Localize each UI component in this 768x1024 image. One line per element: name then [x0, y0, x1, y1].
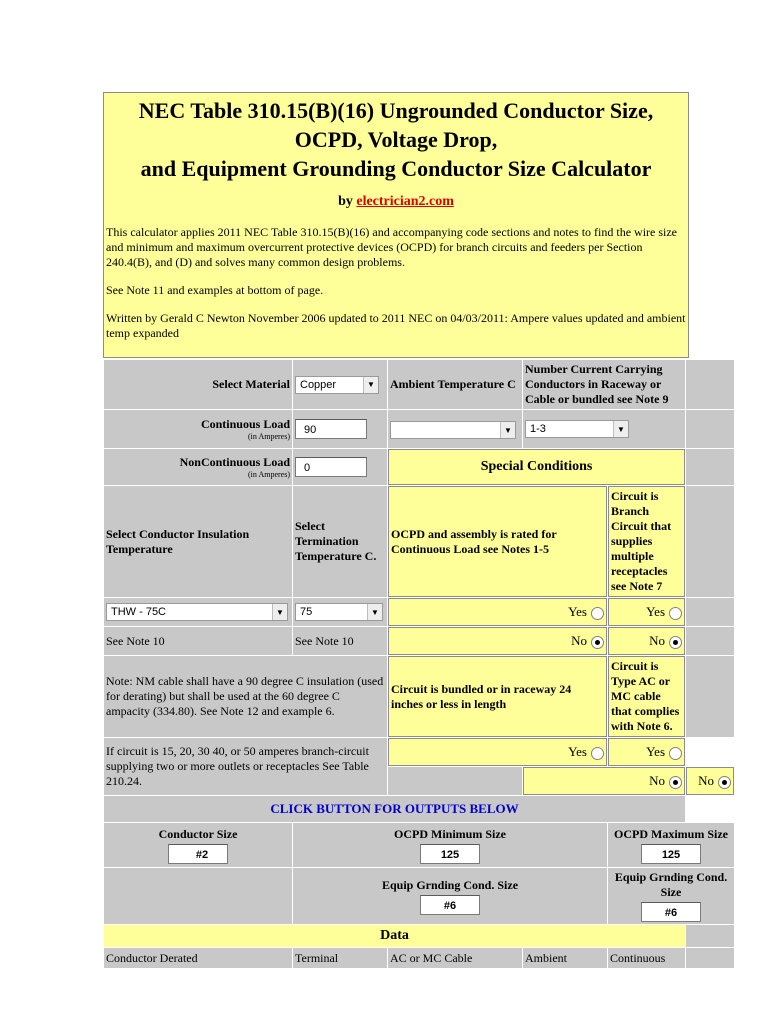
cont-load-label: Continuous Load [200, 417, 290, 431]
insulation-select-cell [104, 598, 292, 626]
conductor-size-cell [104, 823, 292, 867]
amperes-hint: (in Amperes) [248, 470, 290, 479]
bundled-yes-cell [388, 738, 607, 766]
filler-cell [686, 656, 734, 737]
filler-cell [686, 948, 734, 968]
ac-mc-no-label: No [698, 773, 715, 788]
conductors-select[interactable] [525, 420, 629, 438]
insulation-label: Select Conductor Insulation Temperature [104, 486, 292, 597]
ac-mc-label: Circuit is Type AC or MC cable that complies with Note 6. [608, 656, 685, 737]
empty-egc-cell [104, 868, 292, 924]
material-select[interactable] [295, 376, 379, 394]
ambient-select-cell [388, 410, 522, 448]
termination-select-cell [293, 598, 387, 626]
ocpd-rated-no-radio[interactable] [591, 636, 604, 649]
filler-cell [686, 486, 734, 597]
bundled-label: Circuit is bundled or in raceway 24 inches or less in length [388, 656, 607, 737]
material-select-cell [293, 360, 387, 409]
see-note-paragraph: See Note 11 and examples at bottom of page. [106, 283, 324, 297]
ocpd-min-output[interactable]: 125 [420, 844, 480, 864]
calculator-header-panel [103, 92, 689, 358]
filler-cell [686, 925, 734, 947]
egc-cell-1 [293, 868, 607, 924]
filler-cell [686, 627, 734, 655]
ocpd-rated-label: OCPD and assembly is rated for Continuous Load see Notes 1-5 [388, 486, 607, 597]
termination-label: Select Termination Temperature C. [293, 486, 387, 597]
title-line-2: OCPD, Voltage Drop, [294, 127, 498, 152]
branch-multi-no-radio[interactable] [669, 636, 682, 649]
by-text: by [338, 194, 353, 209]
egc-output-1[interactable]: #6 [420, 895, 480, 915]
noncont-load-input-cell [293, 449, 387, 485]
nm-note: Note: NM cable shall have a 90 degree C insulation (used for derating) but shall be used at the 60 degree C ampacity (334.80). See Note 12 and example 6. [104, 656, 387, 737]
data-col-ambient: Ambient [523, 948, 607, 968]
click-outputs-cell [104, 796, 685, 822]
ac-mc-yes-radio[interactable] [669, 747, 682, 760]
conductor-size-label: Conductor Size [158, 826, 238, 841]
noncont-load-label: NonContinuous Load [179, 455, 290, 469]
conductors-select-value: 1-3 [530, 423, 546, 435]
material-label-cell [104, 360, 292, 409]
branch-multi-no-cell [608, 627, 685, 655]
see-note-10-b: See Note 10 [293, 627, 387, 655]
cont-load-input-cell [293, 410, 387, 448]
cont-load-input[interactable]: 90 [295, 419, 367, 439]
bundled-no-label: No [649, 773, 666, 788]
filler-cell [686, 410, 734, 448]
branch-multi-yes-radio[interactable] [669, 607, 682, 620]
branch-multi-label: Circuit is Branch Circuit that supplies multiple receptacles see Note 7 [608, 486, 685, 597]
egc-label-1: Equip Grnding Cond. Size [381, 877, 519, 892]
material-select-value: Copper [300, 378, 337, 391]
special-conditions-heading: Special Conditions [388, 449, 685, 485]
branch-multi-yes-label: Yes [646, 604, 666, 619]
termination-select[interactable] [295, 603, 383, 621]
insulation-select-value: THW - 75C [111, 606, 166, 618]
chevron-down-icon: ▼ [367, 604, 382, 620]
bundled-no-radio[interactable] [669, 776, 682, 789]
filler-cell [686, 360, 734, 409]
conductors-select-cell [523, 410, 685, 448]
ambient-label: Ambient Temperature C [388, 360, 522, 409]
title-line-1: NEC Table 310.15(B)(16) Ungrounded Conductor Size, [138, 98, 654, 123]
data-col-conductor-derated: Conductor Derated [104, 948, 292, 968]
title-line-3: and Equipment Grounding Conductor Size Calculator [140, 156, 652, 181]
site-link[interactable]: electrician2.com [356, 194, 454, 209]
blank-cell [686, 738, 734, 766]
blank-cell [686, 796, 734, 822]
see-note-10-a: See Note 10 [104, 627, 292, 655]
ocpd-min-label: OCPD Minimum Size [394, 826, 506, 841]
cont-load-label-cell [104, 410, 292, 448]
chevron-down-icon: ▼ [613, 421, 628, 437]
noncont-load-label-cell [104, 449, 292, 485]
ac-mc-no-cell [686, 767, 734, 795]
intro-paragraph: This calculator applies 2011 NEC Table 310.15(B)(16) and accompanying code sections and notes to find the wire size and minimum and maximum overcurrent protective devices (OCPD) for branch circuits and feeders per Section 240.4(B), and (D) and solves many common design problems. [106, 225, 678, 269]
conductor-size-output[interactable]: #2 [168, 844, 228, 864]
noncont-load-input[interactable]: 0 [295, 457, 367, 477]
egc-cell-2 [608, 868, 734, 924]
data-col-ac-mc-cable: AC or MC Cable [388, 948, 522, 968]
author-paragraph: Written by Gerald C Newton November 2006 updated to 2011 NEC on 04/03/2011: Ampere values updated and ambient temp expanded [106, 311, 686, 340]
click-outputs-label[interactable]: CLICK BUTTON FOR OUTPUTS BELOW [270, 801, 519, 816]
egc-label-2: Equip Grnding Cond. Size [614, 870, 728, 899]
ambient-select[interactable] [390, 421, 516, 439]
data-heading: Data [104, 925, 685, 947]
ocpd-rated-no-cell [388, 627, 607, 655]
bundled-yes-radio[interactable] [591, 747, 604, 760]
ocpd-min-cell [293, 823, 607, 867]
bundled-no-cell [523, 767, 685, 795]
material-label: Select Material [212, 377, 290, 391]
ocpd-rated-no-label: No [571, 633, 587, 648]
ocpd-max-label: OCPD Maximum Size [614, 826, 728, 841]
ocpd-max-output[interactable]: 125 [641, 844, 701, 864]
bundled-yes-label: Yes [568, 744, 587, 759]
chevron-down-icon: ▼ [272, 604, 287, 620]
amperes-hint: (in Amperes) [248, 432, 290, 441]
byline [106, 194, 686, 210]
circuit-15-note: If circuit is 15, 20, 30 40, or 50 amperes branch-circuit supplying two or more outlets or receptacles See Table 210.24. [104, 738, 387, 795]
branch-multi-no-label: No [649, 633, 666, 648]
egc-output-2[interactable]: #6 [641, 902, 701, 922]
calculator-form-table [103, 359, 735, 969]
filler-cell [388, 767, 522, 795]
data-col-terminal: Terminal [293, 948, 387, 968]
ocpd-rated-yes-cell [388, 598, 607, 626]
filler-cell [686, 449, 734, 485]
data-col-continuous: Continuous [608, 948, 685, 968]
page-title [106, 93, 686, 183]
filler-cell [686, 598, 734, 626]
chevron-down-icon: ▼ [500, 422, 515, 438]
ocpd-rated-yes-radio[interactable] [591, 607, 604, 620]
ocpd-max-cell [608, 823, 734, 867]
branch-multi-yes-cell [608, 598, 685, 626]
header-box [103, 92, 689, 358]
termination-select-value: 75 [300, 606, 313, 618]
conductors-label: Number Current Carrying Conductors in Raceway or Cable or bundled see Note 9 [523, 360, 685, 409]
ac-mc-yes-cell [608, 738, 685, 766]
ac-mc-yes-label: Yes [646, 744, 666, 759]
ac-mc-no-radio[interactable] [718, 776, 731, 789]
ocpd-rated-yes-label: Yes [568, 604, 587, 619]
chevron-down-icon: ▼ [363, 377, 378, 393]
insulation-select[interactable] [106, 603, 288, 621]
